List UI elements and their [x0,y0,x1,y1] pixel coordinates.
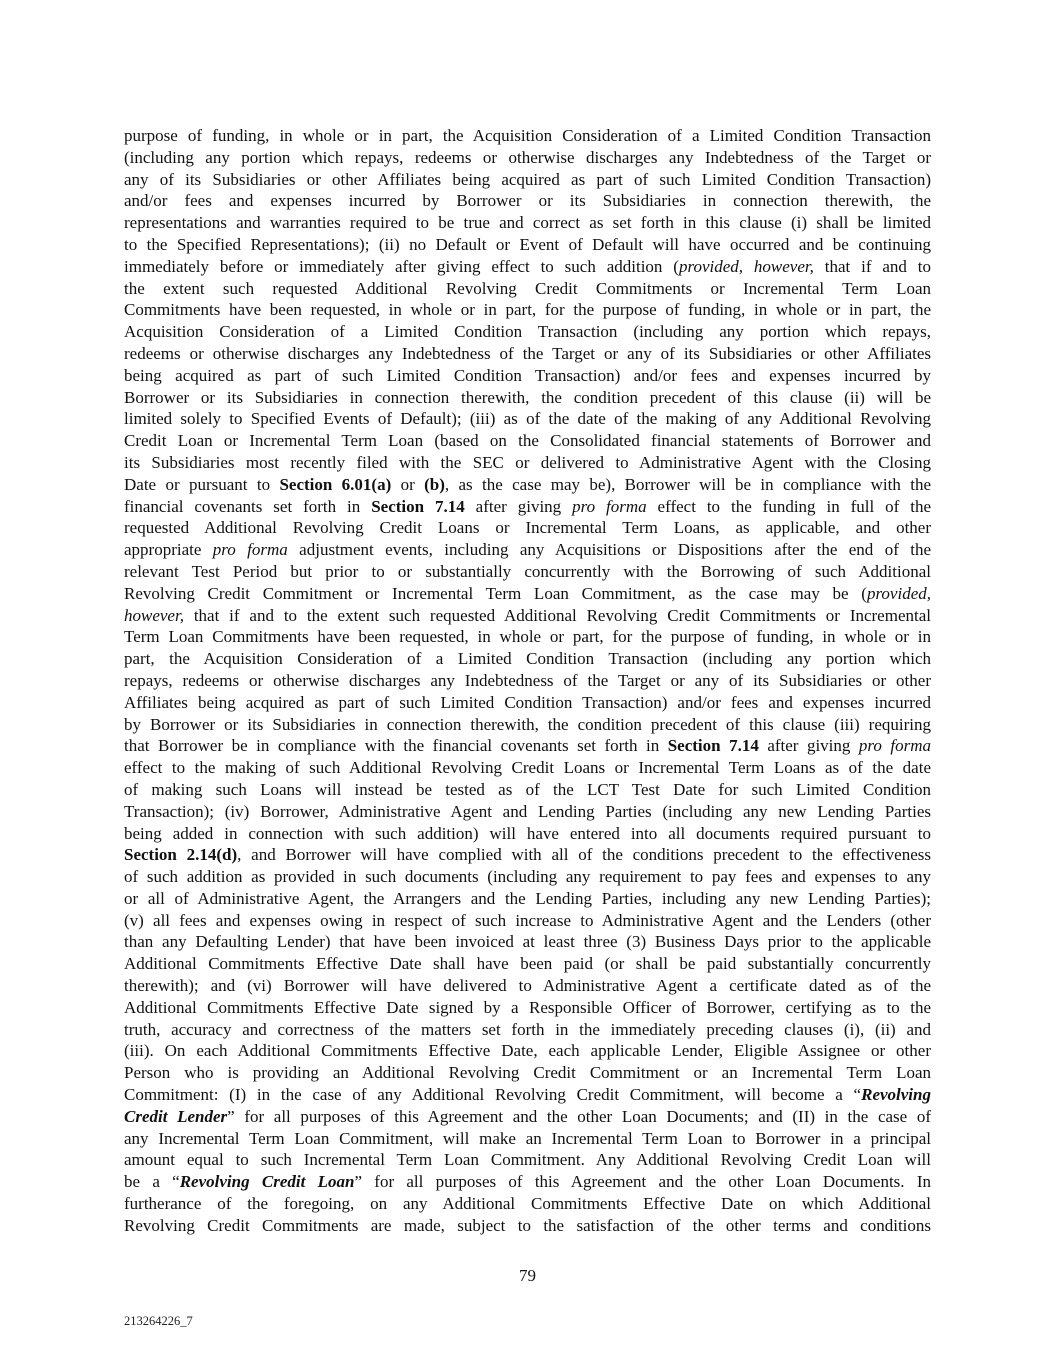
text-run: immediately before or immediately after giving effect to such addition ( [124,256,679,276]
text-run: furtherance of the foregoing, on any Additional Commitments Effective Date on which Additional [124,1194,931,1214]
text-run: effect to the making of such Additional Revolving Credit Loans or Incremental Term Loans as of the date [124,758,931,778]
emphasis-text: (b) [424,474,445,494]
emphasis-text: Revolving Credit Loan [179,1172,355,1192]
text-line [124,975,931,997]
text-run: , and Borrower will have complied with all of the conditions precedent to the effectiveness [237,845,931,865]
text-line [124,779,931,801]
text-run: (v) all fees and expenses owing in respect of such increase to Administrative Agent and the Lenders (other [124,910,931,930]
text-line [124,452,931,474]
text-line [124,147,931,169]
emphasis-text: Revolving [861,1085,931,1105]
text-line [124,953,931,975]
text-line [124,474,931,496]
text-line [124,387,931,409]
text-run: representations and warranties required to be true and correct as set forth in this clause (i) shall be limited [124,213,931,233]
text-run: after giving [464,496,573,516]
text-run: Revolving Credit Commitments are made, subject to the satisfaction of the other terms and conditions [124,1215,931,1235]
text-run: that Borrower be in compliance with the financial covenants set forth in [124,736,668,756]
text-run: of such addition as provided in such documents (including any requirement to pay fees and expenses to any [124,867,931,887]
text-run: that if and to [813,256,931,276]
text-run: after giving [758,736,859,756]
text-line [124,321,931,343]
text-line [124,692,931,714]
text-run: the extent such requested Additional Revolving Credit Commitments or Incremental Term Loan [124,278,931,298]
text-run: and/or fees and expenses incurred by Borrower or its Subsidiaries in connection therewith, the [124,191,931,211]
text-run: , as the case may be), Borrower will be in compliance with the [444,474,931,494]
emphasis-text: pro forma [858,736,931,756]
page-number: 79 [519,1266,536,1285]
text-run: truth, accuracy and correctness of the matters set forth in the immediately preceding clauses (i), (ii) and [124,1019,931,1039]
text-run: or [391,474,425,494]
text-run: redeems or otherwise discharges any Indebtedness of the Target or any of its Subsidiaries or other Affiliates [124,343,931,363]
text-line [124,1171,931,1193]
text-line [124,626,931,648]
emphasis-text: provided, [866,583,931,603]
text-run: Person who is providing an Additional Revolving Credit Commitment or an Incremental Term Loan [124,1063,931,1083]
text-line [124,670,931,692]
text-run: Additional Commitments Effective Date shall have been paid (or shall be paid substantially concurrently [124,954,931,974]
text-line [124,190,931,212]
emphasis-text: pro forma [212,540,288,560]
text-line [124,169,931,191]
text-line [124,1193,931,1215]
text-run: ” for all purposes of this Agreement and the other Loan Documents. In [354,1172,931,1192]
text-line [124,1128,931,1150]
text-line [124,212,931,234]
emphasis-text: Section 2.14(d) [124,845,238,865]
text-run: Acquisition Consideration of a Limited Condition Transaction (including any portion which repays, [124,322,931,342]
text-line [124,125,931,147]
text-run: to the Specified Representations); (ii) no Default or Event of Default will have occurred and be continuing [124,234,931,254]
text-run: amount equal to such Incremental Term Loan Commitment. Any Additional Revolving Credit Loan will [124,1150,931,1170]
text-line [124,365,931,387]
text-line [124,278,931,300]
text-run: part, the Acquisition Consideration of a Limited Condition Transaction (including any portion which [124,649,931,669]
text-run: relevant Test Period but prior to or substantially concurrently with the Borrowing of such Additional [124,561,931,581]
text-line [124,256,931,278]
text-line [124,931,931,953]
text-line [124,605,931,627]
emphasis-text: however, [124,605,184,625]
text-run: Commitments have been requested, in whole or in part, for the purpose of funding, in whole or in part, the [124,300,931,320]
text-run: its Subsidiaries most recently filed with the SEC or delivered to Administrative Agent with the Closing [124,452,931,472]
text-run: by Borrower or its Subsidiaries in connection therewith, the condition precedent of this clause (iii) requiring [124,714,931,734]
text-run: Transaction); (iv) Borrower, Administrative Agent and Lending Parties (including any new Lending Parties [124,801,931,821]
text-run: of making such Loans will instead be tested as of the LCT Test Date for such Limited Condition [124,779,931,799]
text-run: purpose of funding, in whole or in part, the Acquisition Consideration of a Limited Condition Transaction [124,126,931,145]
text-run: limited solely to Specified Events of Default); (iii) as of the date of the making of any Additional Revolving [124,409,931,429]
text-line [124,823,931,845]
text-run: or all of Administrative Agent, the Arrangers and the Lending Parties, including any new Lending Parties); [124,888,931,908]
emphasis-text: provided, however, [678,256,814,276]
text-run: Affiliates being acquired as part of such Limited Condition Transaction) and/or fees and expenses incurred [124,692,931,712]
text-run: any Incremental Term Loan Commitment, will make an Incremental Term Loan to Borrower in a principal [124,1128,931,1148]
text-run: Borrower or its Subsidiaries in connection therewith, the condition precedent of this clause (ii) will be [124,387,931,407]
text-line [124,735,931,757]
text-run: repays, redeems or otherwise discharges any Indebtedness of the Target or any of its Subsidiaries or other [124,670,931,690]
text-run: appropriate [124,540,213,560]
emphasis-text: pro forma [572,496,647,516]
text-line [124,343,931,365]
body-text [124,125,931,1237]
text-run: that if and to the extent such requested Additional Revolving Credit Commitments or Incremental [183,605,931,625]
text-run: Date or pursuant to [124,474,280,494]
text-line [124,844,931,866]
text-run: Commitment: (I) in the case of any Additional Revolving Credit Commitment, will become a “ [124,1085,862,1105]
text-run: any of its Subsidiaries or other Affiliates being acquired as part of such Limited Condition Transaction) [124,169,931,189]
emphasis-text: Section 7.14 [371,496,465,516]
text-line [124,1215,931,1237]
text-line [124,866,931,888]
text-line [124,714,931,736]
emphasis-text: Credit Lender [124,1106,228,1126]
text-line [124,1084,931,1106]
text-run: Credit Loan or Incremental Term Loan (based on the Consolidated financial statements of Borrower and [124,431,931,451]
text-run: Term Loan Commitments have been requested, in whole or part, for the purpose of funding, in whole or in [124,627,931,647]
text-run: than any Defaulting Lender) that have been invoiced at least three (3) Business Days prior to the applicable [124,932,931,952]
text-run: be a “ [124,1172,180,1192]
text-run: ” for all purposes of this Agreement and the other Loan Documents; and (II) in the case of [227,1106,931,1126]
text-line [124,517,931,539]
emphasis-text: Section 6.01(a) [279,474,392,494]
text-run: financial covenants set forth in [124,496,372,516]
document-id: 213264226_7 [124,1314,193,1328]
text-run: Revolving Credit Commitment or Incremental Term Loan Commitment, as the case may be ( [124,583,867,603]
text-line [124,1062,931,1084]
text-line [124,801,931,823]
text-line [124,997,931,1019]
text-line [124,430,931,452]
text-line [124,1019,931,1041]
text-line [124,234,931,256]
text-run: adjustment events, including any Acquisitions or Dispositions after the end of the [287,540,932,560]
text-line [124,1149,931,1171]
text-line [124,1106,931,1128]
text-run: being added in connection with such addition) will have entered into all documents required pursuant to [124,823,931,843]
text-run: (iii). On each Additional Commitments Effective Date, each applicable Lender, Eligible Assignee or other [124,1041,931,1061]
text-line [124,757,931,779]
text-run: being acquired as part of such Limited Condition Transaction) and/or fees and expenses incurred by [124,365,931,385]
text-run: Additional Commitments Effective Date signed by a Responsible Officer of Borrower, certifying as to the [124,997,931,1017]
text-line [124,561,931,583]
text-line [124,910,931,932]
text-line [124,583,931,605]
text-run: requested Additional Revolving Credit Loans or Incremental Term Loans, as applicable, and other [124,518,931,538]
text-run: effect to the funding in full of the [646,496,931,516]
text-line [124,1040,931,1062]
text-run: therewith); and (vi) Borrower will have delivered to Administrative Agent a certificate dated as of the [124,976,931,996]
text-line [124,496,931,518]
emphasis-text: Section 7.14 [667,736,759,756]
text-line [124,299,931,321]
text-line [124,648,931,670]
text-line [124,539,931,561]
text-line [124,888,931,910]
text-run: (including any portion which repays, redeems or otherwise discharges any Indebtedness of the Target or [124,147,931,167]
text-line [124,408,931,430]
